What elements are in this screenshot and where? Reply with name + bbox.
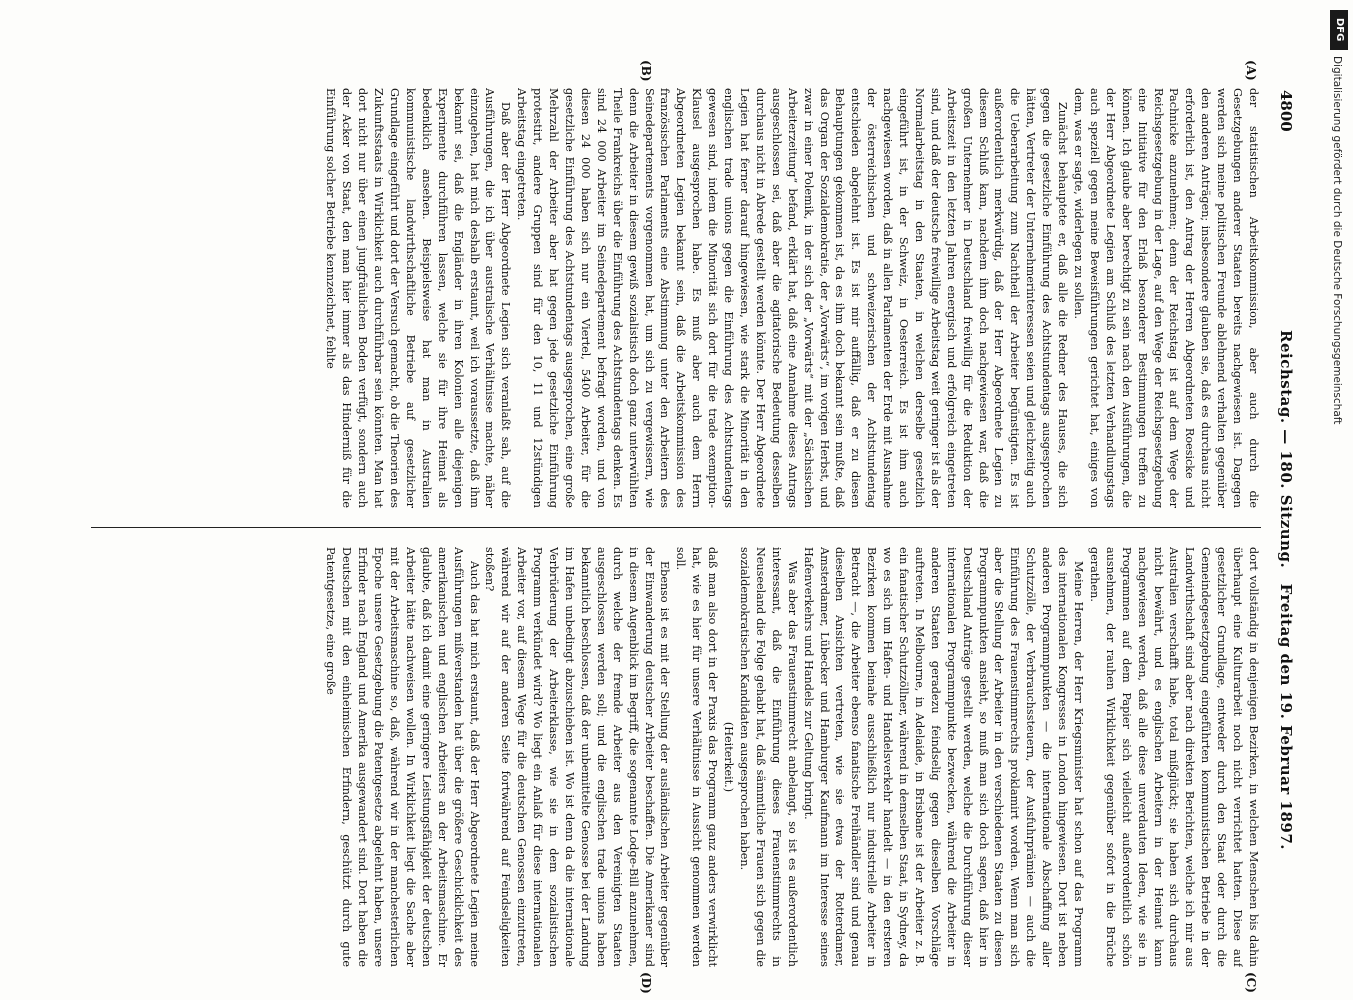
date-title: Freitag den 19. Februar 1897. xyxy=(1277,583,1295,850)
digitization-note: Digitalisierung gefördert durch die Deutsche Forschungsgemeinschaft xyxy=(1331,56,1343,425)
column-divider xyxy=(91,527,1261,528)
margin-marker-a: (A) xyxy=(1244,60,1258,81)
paragraph: dort vollständig in denjenigen Bezirken, in welchen Menschen bis dahin überhaupt eine Kulturarbeit noch nicht verrichtet hatten. Diese auf gesetzlicher Grundlage, entweder durch den Staat oder durch die Gemeindegesetzgebung eingeführten kommunistischen Betriebe in der Landwirthschaft sind aber nach direkten Berichten, welche ich mir aus Australien verschafft habe, total mißglückt; sie haben sich durchaus nicht bewährt, und es englischen Arbeitern in der Heimat kann nachgewiesen werden, daß alle diese unverdauten Ideen, wie sie in Programmen auf dem Papier sich vielleicht außerordentlich schön ausnehmen, der rauhen Wirklichkeit gegenüber sofort in die Brüche gerathen. xyxy=(1087,547,1260,967)
right-text-column xyxy=(91,547,1261,967)
paragraph: der statistischen Arbeitskommission, aber auch durch die Gesetzgebungen anderer Staaten bereits nachgewiesen ist. Dagegen werden sich meine politischen Freunde ablehnend verhalten gegenüber den anderen Anträgen; insbesondere glauben sie, daß es durchaus nicht erforderlich ist, den Antrag der Herren Abgeordneten Roesicke und Pachnicke anzunehmen; denn der Reichstag ist auf dem Wege der Reichsgesetzgebung in der Lage, auf den Wege der Reichsgesetzgebung eine Initiative für den Erlaß besonderer Bestimmungen treffen zu können. Ich glaube aber berechtigt zu sein nach den Ausführungen, die der Herr Abgeordnete Legien am Schluß des letzten Verhandlungstags auch speziell gegen meine Beweisführungen gerichtet hat, einiges von dem, was er sagte, widerlegen zu sollen. xyxy=(1072,88,1260,508)
paragraph: Ebenso ist es mit der Stellung der ausländischen Arbeiter gegenüber der Einwanderung deutscher Arbeiter beschaffen. Die Amerikaner sind in diesem Augenblick im Begriff, die sogenannte Lodge-Bill anzunehmen, durch welche der fremde Arbeiter aus den Vereinigten Staaten ausgeschlossen werden soll; und die englischen trade unions haben bekanntlich beschlossen, daß der unbemittelte Genosse bei der Landung im Hafen unbedingt abzuschieben ist. Wo ist denn da die internationale Verbrüderung der Arbeiterklasse, wie sie in dem sozialistischen Programm verkündet wird? Wo liegt ein Anlaß für diese internationalen Arbeiter vor, auf diesem Wege für die deutschen Genossen einzutreten, während wir auf der anderen Seite fortwährend auf Feindseligkeiten stoßen? xyxy=(483,547,672,967)
dfg-logo: DFG xyxy=(1330,10,1348,50)
paragraph: Auch das hat mich erstaunt, daß der Herr Abgeordnete Legien meine Ausführungen mißverstanden hat über die größere Geschicklichkeit des amerikanischen und englischen Arbeiters an der Arbeitsmaschine. Er glaubte, daß ich damit eine geringere Leistungsfähigkeit der deutschen Arbeiter hätte nachweisen wollen. In Wirklichkeit liegt die Sache aber mit der Arbeitsmaschine so, daß, während wir in der manchesterlichen Epoche unsere Gesetzgebung die Patentgesetze abgelehnt haben, unsere Erfinder nach England und Amerika ausgewandert sind. Dort haben die Deutschen mit den einheimischen Erfindern, geschützt durch gute Patentgesetze, eine große xyxy=(324,547,481,967)
page-header xyxy=(1273,0,1295,1000)
margin-marker-d: (D) xyxy=(639,972,653,994)
paragraph: daß man also dort in der Praxis das Programm ganz anders verwirklicht hat, wie es hier für unsere Verhältnisse in Aussicht genommen werden soll. xyxy=(674,547,720,967)
interjection: (Heiterkeit.) xyxy=(722,721,736,793)
margin-marker-b: (B) xyxy=(639,60,653,82)
paragraph: Was aber das Frauenstimmrecht anbelangt, so ist es außerordentlich interessant, daß die Einführung dieses Frauenstimmrechts in Neuseeland die Folge gehabt hat, daß sämmtliche Frauen sich gegen die sozialdemokratischen Kandidaten ausgesprochen haben. xyxy=(738,547,799,967)
paragraph: Zunächst behauptete er, daß alle die Redner des Hauses, die sich gegen die gesetzliche Einführung des Achtstundentags ausgesprochen hätten, Vertreter der Unternehmerinteressen seien und gleichzeitig auch die Ueberarbeitung zum Nachtheil der Arbeiter begünstigten. Es ist außerordentlich merkwürdig, daß der Herr Abgeordnete Legien zu diesem Schluß kam, nachdem ihm doch nachgewiesen war, daß die großen Unternehmer in Deutschland freiwillig für die Reduktion der Arbeitszeit in den letzten Jahren energisch und erfolgreich eingetreten sind, und daß der deutsche freiwillige Arbeitstag weit geringer ist als der Normalarbeitstag in den Staaten, in welchen derselbe gesetzlich eingeführt ist, in der Schweiz, in Oesterreich. Es ist ihm auch nachgewiesen worden, daß in allen Parlamenten der Erde mit Ausnahme der österreichischen und schweizerischen der Achtstundentag entschieden abgelehnt ist. Es ist mir auffällig, daß er zu diesen Behauptungen gekommen ist, da es ihm doch bekannt sein mußte, daß das Organ der Sozialdemokratie, der „Vorwärts“, im vorigen Herbst, und zwar in einer Polemik, in der sich der „Vorwärts“ mit der „Sächsischen Arbeiterzeitung“ befand, erklärt hat, daß eine Annahme dieses Antrags ausgeschlossen sei, daß aber die agitatorische Bedeutung desselben durchaus nicht in Abrede gestellt werden könnte. Der Herr Abgeordnete Legien hat ferner darauf hingewiesen, wie stark die Minorität in den englischen trade unions gegen die Einführung des Achtstundentags gewesen sind, indem die Minorität sich dort für die trade exemption-Klausel ausgesprochen habe. Es muß aber auch dem Herrn Abgeordneten Legien bekannt sein, daß die Arbeitskommission des französischen Parlaments eine Abstimmung unter den Arbeitern des Seinedepartements vorgenommen hat, um sich zu vergewissern, wie denn die Arbeiter in diesem gewiß sozialistisch doch ganz unterwühlten Theile Frankreichs über die Einführung des Achtstundentags denken. Es sind 24 000 Arbeiter im Seinedepartement befragt worden, und von diesen 24 000 haben sich nur ein Viertel, 5400 Arbeiter, für die gesetzliche Einführung des Achtstundentags ausgesprochen, eine große Mehrzahl der Arbeiter aber hat gegen jede gesetzliche Einführung protestirt, andere Gruppen sind für den 10, 11 und 12stündigen Arbeitstag eingetreten. xyxy=(515,88,1070,508)
left-text-column xyxy=(91,88,1261,508)
digitization-sidebar xyxy=(1329,10,1349,990)
paragraph: Meine Herren, der Herr Kriegsminister hat schon auf das Programm des internationalen Kongresses in London hingewiesen. Dort ist neben anderen Programmpunkten — die internationale Abschaffung aller Schutzzölle, der Verbrauchssteuern, der Ausfuhrprämien — auch die Einführung des Frauenstimmrechts proklamirt worden. Wenn man sich aber die Stellung der Arbeiter in den verschiedenen Staaten zu diesen Programmpunkten ansieht, so muß man sich doch sagen, daß hier in Deutschland Anträge gestellt werden, welche die Durchführung dieser internationalen Programmpunkte bezwecken, während die Arbeiter in anderen Staaten geradezu feindselig gegen dieselben Vorschläge auftreten. In Melbourne, in Adelaide, in Brisbane ist der Arbeiter z. B. ein fanatischer Schutzzöllner, während in demselben Staat, in Sydney, da wo es sich um Hafen- und Handelsverkehr handelt — in den ersteren Bezirken kommen beinahe ausschließlich nur industrielle Arbeiter in Betracht —, die Arbeiter ebenso fanatische Freihändler sind und genau dieselben Ansichten vertreten, wie sie etwa der Rotterdamer, Amsterdamer, Lübecker und Hamburger Kaufmann im Interesse seines Hafenverkehrs und Handels zur Geltung bringt. xyxy=(801,547,1086,967)
margin-marker-c: (C) xyxy=(1244,972,1258,993)
session-title: Reichstag. — 180. Sitzung. xyxy=(1277,330,1295,569)
page-number: 4800 xyxy=(1277,90,1295,132)
paragraph: Daß aber der Herr Abgeordnete Legien sich veranlaßt sah, auf die Ausführungen, die ich über australische Verhältnisse machte, näher einzugehen, hat mich deshalb erstaunt, weil ich voraussetzte, daß ihm bekannt sei, daß die Engländer in ihren Kolonien alle diejenigen Experimente durchführen lassen, welche sie für ihre Heimat als bedenklich ansehen. Beispielsweise hat man in Australien kommunistische landwirthschaftliche Betriebe auf gesetzlicher Grundlage eingeführt und dort der Versuch gemacht, ob die Theorien des Zukunftsstaats in Wirklichkeit auch durchführbar sein könnten. Man hat dort nicht nur über einen jungfräulichen Boden verfügt, sondern auch der Acker von Staat, den man hier immer als das Hinderniß für die Einführung solcher Betriebe kennzeichnet, fehlte xyxy=(324,88,513,508)
